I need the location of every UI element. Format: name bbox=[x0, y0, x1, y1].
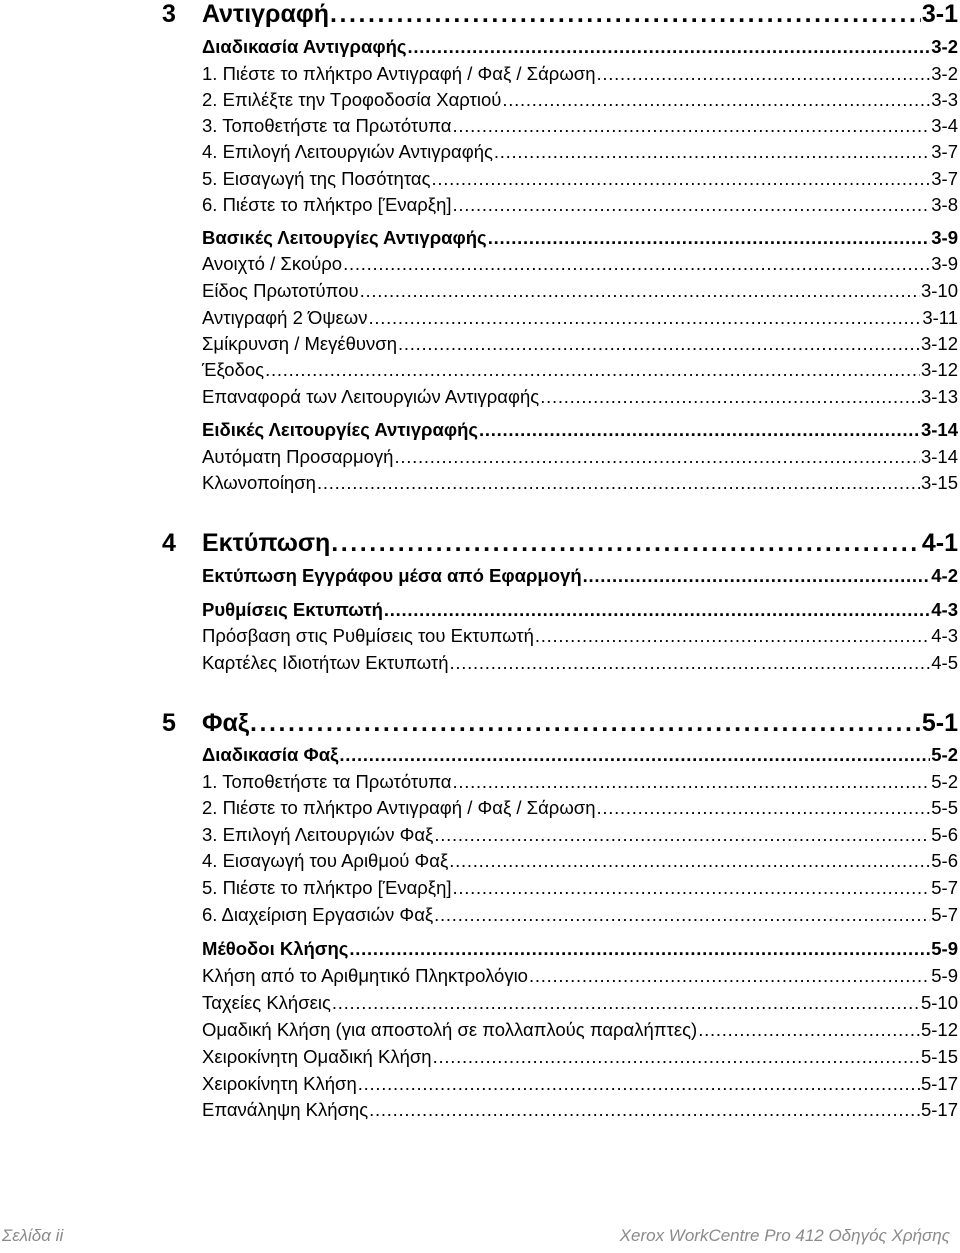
toc-title: 4. Επιλογή Λειτουργιών Αντιγραφής bbox=[202, 141, 493, 162]
toc-section[interactable] bbox=[202, 419, 958, 443]
dot-leader bbox=[453, 877, 931, 899]
toc-page-number: 3-2 bbox=[931, 63, 958, 84]
dot-leader bbox=[529, 965, 930, 987]
dot-leader bbox=[450, 652, 931, 674]
toc-title: Επαναφορά των Λειτουργιών Αντιγραφής bbox=[202, 386, 540, 407]
toc-title: Διαδικασία Φαξ bbox=[202, 744, 339, 765]
dot-leader bbox=[369, 1099, 920, 1121]
toc-entry[interactable] bbox=[202, 115, 958, 139]
dot-leader bbox=[449, 850, 930, 872]
toc-entry[interactable] bbox=[202, 965, 958, 989]
toc-entry[interactable] bbox=[202, 168, 958, 192]
toc-title: Χειροκίνητη Ομαδική Κλήση bbox=[202, 1046, 432, 1067]
toc-entry[interactable] bbox=[202, 194, 958, 218]
dot-leader bbox=[331, 529, 921, 558]
toc-page-number: 3-12 bbox=[920, 359, 958, 380]
toc-entry[interactable] bbox=[202, 771, 958, 795]
toc-title: 1. Τοποθετήστε τα Πρωτότυπα bbox=[202, 771, 452, 792]
dot-leader bbox=[250, 709, 921, 738]
toc-title: Ρυθμίσεις Εκτυπωτή bbox=[202, 599, 383, 620]
toc-title: Φαξ bbox=[202, 709, 250, 737]
dot-leader bbox=[452, 771, 930, 793]
toc-entry[interactable] bbox=[202, 446, 958, 470]
toc-page-number: 5-12 bbox=[920, 1019, 958, 1040]
toc-entry[interactable] bbox=[202, 1046, 958, 1070]
toc-chapter[interactable] bbox=[162, 529, 958, 559]
toc-title: Αντιγραφή 2 Όψεων bbox=[202, 307, 368, 328]
dot-leader bbox=[343, 253, 930, 275]
dot-leader bbox=[596, 63, 930, 85]
toc-page-number: 4-3 bbox=[931, 625, 958, 646]
toc-entry[interactable] bbox=[202, 359, 958, 383]
toc-title: Επανάληψη Κλήσης bbox=[202, 1099, 369, 1120]
dot-leader bbox=[339, 744, 930, 766]
dot-leader bbox=[453, 194, 931, 216]
toc-title: Κλωνοποίηση bbox=[202, 472, 316, 493]
dot-leader bbox=[349, 938, 930, 960]
toc-page-number: 4-1 bbox=[921, 529, 958, 557]
toc-entry[interactable] bbox=[202, 992, 958, 1016]
toc-title: 5. Εισαγωγή της Ποσότητας bbox=[202, 168, 431, 189]
toc-entry[interactable] bbox=[202, 253, 958, 277]
dot-leader bbox=[384, 599, 930, 621]
toc-entry[interactable] bbox=[202, 652, 958, 676]
toc-page-number: 3-9 bbox=[931, 227, 958, 248]
toc-section[interactable] bbox=[202, 36, 958, 60]
toc-entry[interactable] bbox=[202, 1019, 958, 1043]
dot-leader bbox=[358, 1073, 920, 1095]
dot-leader bbox=[535, 625, 930, 647]
dot-leader bbox=[394, 446, 920, 468]
toc-entry[interactable] bbox=[202, 333, 958, 357]
toc-title: Ειδικές Λειτουργίες Αντιγραφής bbox=[202, 419, 478, 440]
toc-entry[interactable] bbox=[202, 472, 958, 496]
toc-page-number: 4-5 bbox=[931, 652, 958, 673]
page-number-footer: Σελίδα ii bbox=[2, 1226, 64, 1245]
toc-title: Χειροκίνητη Κλήση bbox=[202, 1073, 357, 1094]
toc-page-number: 5-1 bbox=[921, 709, 958, 737]
toc-section[interactable] bbox=[202, 938, 958, 962]
dot-leader bbox=[434, 904, 930, 926]
toc-page-number: 3-4 bbox=[931, 115, 958, 136]
dot-leader bbox=[488, 227, 931, 249]
toc-page-number: 3-7 bbox=[931, 141, 958, 162]
dot-leader bbox=[317, 472, 920, 494]
toc-page-number: 5-15 bbox=[920, 1046, 958, 1067]
toc-title: Πρόσβαση στις Ρυθμίσεις του Εκτυπωτή bbox=[202, 625, 534, 646]
toc-page-number: 3-13 bbox=[920, 386, 958, 407]
toc-title: Εκτύπωση Εγγράφου μέσα από Εφαρμογή bbox=[202, 565, 582, 586]
toc-section[interactable] bbox=[202, 565, 958, 589]
dot-leader bbox=[433, 1046, 920, 1068]
toc-entry[interactable] bbox=[202, 850, 958, 874]
toc-title: Διαδικασία Αντιγραφής bbox=[202, 36, 407, 57]
dot-leader bbox=[360, 280, 920, 302]
toc-title: Αυτόματη Προσαρμογή bbox=[202, 446, 394, 467]
dot-leader bbox=[398, 333, 920, 355]
toc-title: 1. Πιέστε το πλήκτρο Αντιγραφή / Φαξ / Σάρωση bbox=[202, 63, 596, 84]
dot-leader bbox=[265, 359, 920, 381]
dot-leader bbox=[494, 141, 930, 163]
toc-title: Εκτύπωση bbox=[202, 529, 331, 557]
toc-page-number: 5-2 bbox=[931, 744, 958, 765]
toc-entry[interactable] bbox=[202, 141, 958, 165]
toc-chapter[interactable] bbox=[162, 709, 958, 739]
toc-title: Ανοιχτό / Σκούρο bbox=[202, 253, 343, 274]
toc-page-number: 3-12 bbox=[920, 333, 958, 354]
toc-page-number: 5-17 bbox=[920, 1099, 958, 1120]
toc-section[interactable] bbox=[202, 227, 958, 251]
toc-page-number: 3-1 bbox=[921, 0, 958, 28]
toc-page-number: 5-5 bbox=[931, 797, 958, 818]
toc-entry[interactable] bbox=[202, 824, 958, 848]
toc-page-number: 5-7 bbox=[931, 877, 958, 898]
dot-leader bbox=[432, 168, 931, 190]
toc-title: Ταχείες Κλήσεις bbox=[202, 992, 331, 1013]
chapter-number: 5 bbox=[162, 709, 176, 737]
toc-page-number: 5-9 bbox=[931, 938, 958, 959]
toc-page-number: 5-7 bbox=[931, 904, 958, 925]
toc-title: 3. Τοποθετήστε τα Πρωτότυπα bbox=[202, 115, 452, 136]
toc-title: Καρτέλες Ιδιοτήτων Εκτυπωτή bbox=[202, 652, 449, 673]
toc-entry[interactable] bbox=[202, 797, 958, 821]
toc-title: 4. Εισαγωγή του Αριθμού Φαξ bbox=[202, 850, 449, 871]
toc-entry[interactable] bbox=[202, 1099, 958, 1123]
toc-title: 6. Διαχείριση Εργασιών Φαξ bbox=[202, 904, 434, 925]
toc-title: Μέθοδοι Κλήσης bbox=[202, 938, 349, 959]
toc-entry[interactable] bbox=[202, 877, 958, 901]
toc-title: Είδος Πρωτοτύπου bbox=[202, 280, 359, 301]
dot-leader bbox=[583, 565, 931, 587]
toc-section[interactable] bbox=[202, 744, 958, 768]
toc-title: Βασικές Λειτουργίες Αντιγραφής bbox=[202, 227, 487, 248]
dot-leader bbox=[434, 824, 930, 846]
toc-page-number: 3-10 bbox=[920, 280, 958, 301]
chapter-number: 3 bbox=[162, 0, 176, 28]
toc-page-number: 3-2 bbox=[931, 36, 958, 57]
toc-page-number: 3-14 bbox=[920, 446, 958, 467]
toc-title: 6. Πιέστε το πλήκτρο [Έναρξη] bbox=[202, 194, 452, 215]
dot-leader bbox=[502, 89, 930, 111]
toc-page-number: 3-7 bbox=[931, 168, 958, 189]
toc-title: Έξοδος bbox=[202, 359, 265, 380]
toc-title: 2. Πιέστε το πλήκτρο Αντιγραφή / Φαξ / Σάρωση bbox=[202, 797, 596, 818]
toc-page-number: 3-9 bbox=[931, 253, 958, 274]
dot-leader bbox=[368, 307, 921, 329]
dot-leader bbox=[330, 0, 921, 29]
toc-chapter[interactable] bbox=[162, 0, 958, 30]
dot-leader bbox=[596, 797, 930, 819]
document-title-footer: Xerox WorkCentre Pro 412 Οδηγός Χρήσης bbox=[619, 1226, 950, 1245]
toc-page-number: 5-9 bbox=[931, 965, 958, 986]
toc-entry[interactable] bbox=[202, 307, 958, 331]
toc-entry[interactable] bbox=[202, 280, 958, 304]
toc-page-number: 4-2 bbox=[931, 565, 958, 586]
toc-entry[interactable] bbox=[202, 625, 958, 649]
toc-page-number: 3-15 bbox=[920, 472, 958, 493]
dot-leader bbox=[332, 992, 920, 1014]
toc-title: Ομαδική Κλήση (για αποστολή σε πολλαπλούς παραλήπτες) bbox=[202, 1019, 698, 1040]
toc-title: 3. Επιλογή Λειτουργιών Φαξ bbox=[202, 824, 434, 845]
toc-entry[interactable] bbox=[202, 89, 958, 113]
toc-page-number: 5-6 bbox=[931, 850, 958, 871]
toc-page-number: 3-14 bbox=[920, 419, 958, 440]
dot-leader bbox=[479, 419, 920, 441]
toc-title: Αντιγραφή bbox=[202, 0, 330, 28]
toc-title: 2. Επιλέξτε την Τροφοδοσία Χαρτιού bbox=[202, 89, 502, 110]
toc-page-number: 5-17 bbox=[920, 1073, 958, 1094]
toc-title: Κλήση από το Αριθμητικό Πληκτρολόγιο bbox=[202, 965, 528, 986]
toc-entry[interactable] bbox=[202, 63, 958, 87]
toc-page-number: 5-10 bbox=[920, 992, 958, 1013]
toc-page-number: 3-11 bbox=[922, 307, 958, 328]
toc-page-number: 3-8 bbox=[931, 194, 958, 215]
toc-page-number: 5-2 bbox=[931, 771, 958, 792]
dot-leader bbox=[452, 115, 930, 137]
dot-leader bbox=[698, 1019, 920, 1041]
toc-page-number: 4-3 bbox=[931, 599, 958, 620]
toc-title: 5. Πιέστε το πλήκτρο [Έναρξη] bbox=[202, 877, 452, 898]
chapter-number: 4 bbox=[162, 529, 176, 557]
toc-title: Σμίκρυνση / Μεγέθυνση bbox=[202, 333, 397, 354]
dot-leader bbox=[540, 386, 920, 408]
toc-entry[interactable] bbox=[202, 904, 958, 928]
toc-section[interactable] bbox=[202, 599, 958, 623]
toc-entry[interactable] bbox=[202, 1073, 958, 1097]
toc-page-number: 3-3 bbox=[931, 89, 958, 110]
toc-entry[interactable] bbox=[202, 386, 958, 410]
dot-leader bbox=[408, 36, 931, 58]
toc-page-number: 5-6 bbox=[931, 824, 958, 845]
